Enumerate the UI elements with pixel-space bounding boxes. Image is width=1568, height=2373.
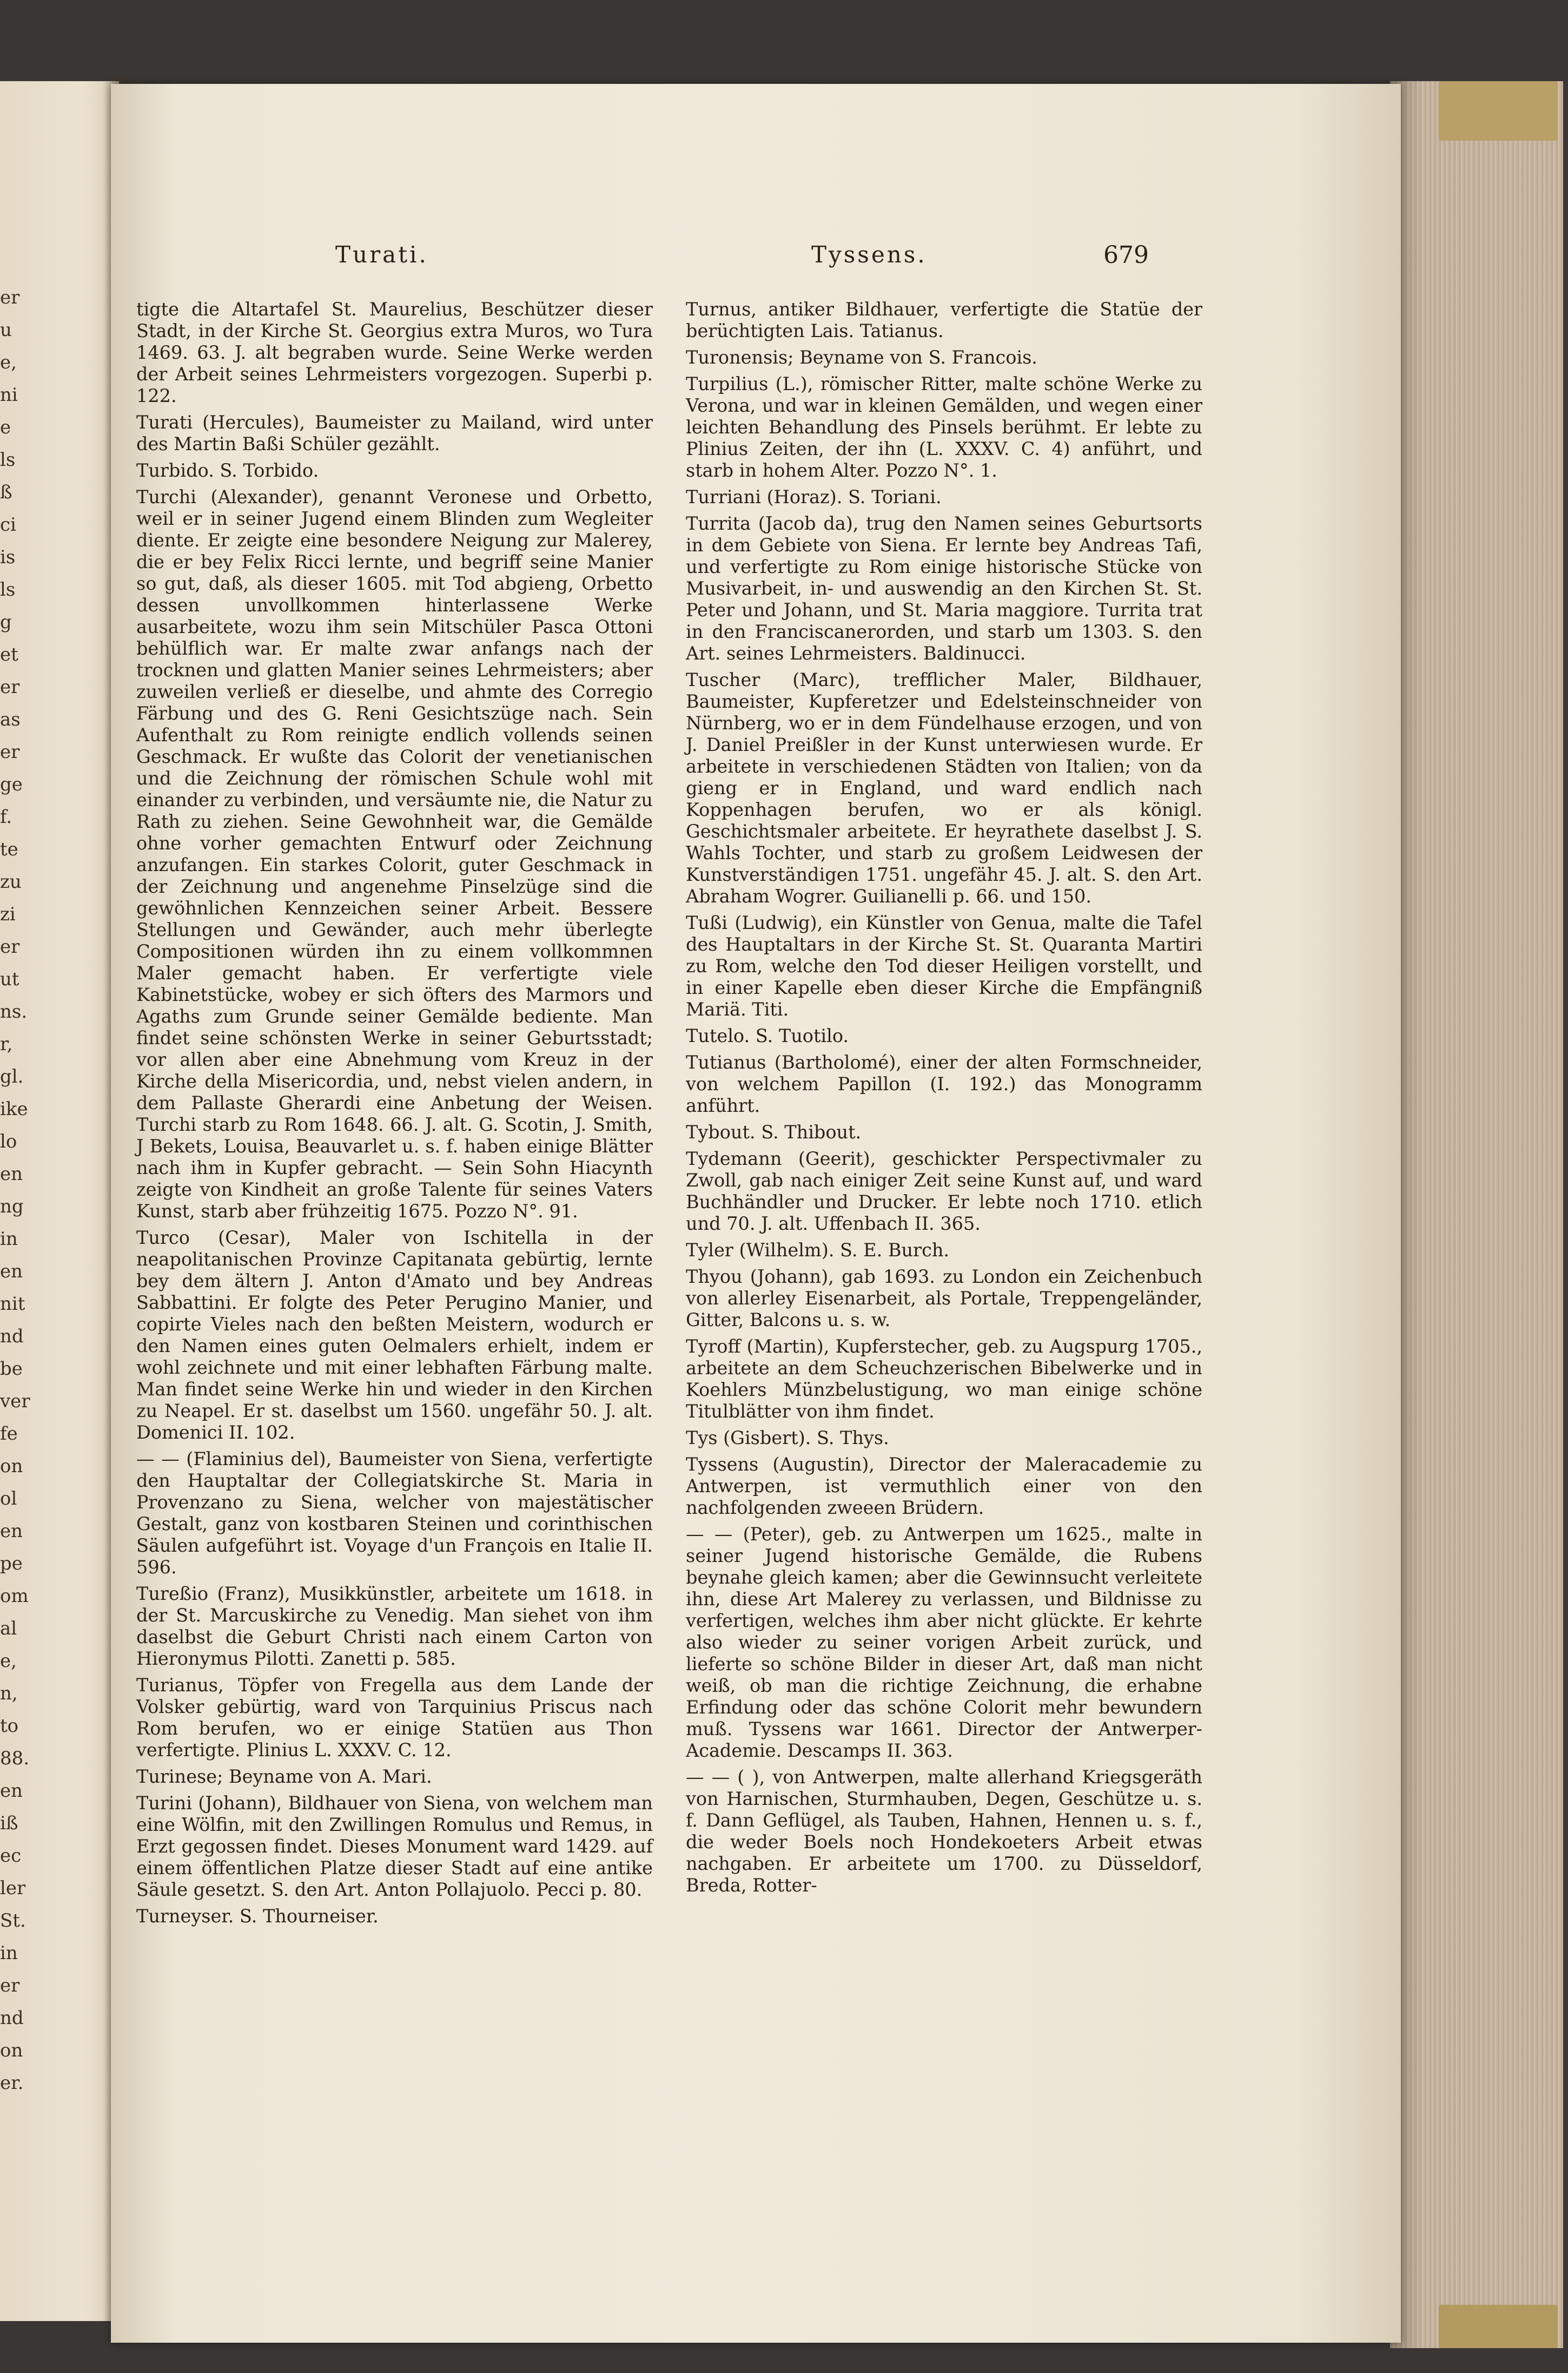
margin-fragment: en	[0, 1780, 23, 1802]
dictionary-entry: Turini (Johann), Bildhauer von Siena, von welchem man eine Wölfin, mit den Zwillingen Romulus und Remus, in Erzt gegossen findet. Dieses Monument ward 1429. auf einem öffentlichen Platze dieser Stadt auf eine antike Säule gesetzt. S. den Art. Anton Pollajuolo. Pecci p. 80.	[136, 1792, 653, 1900]
left-page-margin-text	[0, 281, 30, 2175]
margin-fragment: e,	[0, 1650, 17, 1672]
dictionary-entry: Tydemann (Geerit), geschickter Perspectivmaler zu Zwoll, gab nach einiger Zeit seine Kunst auf, und ward Buchhändler und Drucker. Er lebte noch 1710. etlich und 70. J. alt. Uffenbach II. 365.	[686, 1148, 1202, 1234]
margin-fragment: er	[0, 741, 20, 763]
running-head-left: Turati.	[335, 241, 428, 268]
margin-fragment: pe	[0, 1553, 23, 1574]
margin-fragment: St.	[0, 1910, 26, 1932]
margin-fragment: nd	[0, 1326, 24, 1347]
dictionary-entry: Tyssens (Augustin), Director der Maleracademie zu Antwerpen, ist vermuthlich einer von den nachfolgenden zweeen Brüdern.	[686, 1454, 1202, 1518]
margin-fragment: on	[0, 1455, 23, 1477]
margin-fragment: al	[0, 1618, 17, 1639]
margin-fragment: te	[0, 839, 18, 860]
margin-fragment: ol	[0, 1488, 17, 1510]
margin-fragment: er	[0, 936, 20, 958]
margin-fragment: en	[0, 1261, 23, 1282]
dictionary-entry: Turonensis; Beyname von S. Francois.	[686, 347, 1037, 368]
running-head-right: Tyssens.	[811, 241, 927, 268]
margin-fragment: er	[0, 1975, 20, 1996]
dictionary-entry: Turinese; Beyname von A. Mari.	[136, 1766, 432, 1787]
margin-fragment: ge	[0, 774, 23, 795]
margin-fragment: ni	[0, 384, 18, 406]
page-number: 679	[1103, 241, 1149, 269]
binding-corner-top	[1439, 81, 1558, 141]
dictionary-entry: Tuscher (Marc), trefflicher Maler, Bildhauer, Baumeister, Kupferetzer und Edelsteinschneider von Nürnberg, wo er in dem Fündelhause erzogen, und von J. Daniel Preißler in der Kunst unterwiesen wurde. Er arbeitete in verschiedenen Städten von Italien; von da gieng er in England, und ward endlich nach Koppenhagen berufen, wo er als königl. Geschichtsmaler arbeitete. Er heyrathete daselbst J. S. Wahls Tochter, und starb zu großem Leidwesen der Kunstverständigen 1751. ungefähr 45. J. alt. S. den Art. Abraham Wogrer. Guilianelli p. 66. und 150.	[686, 669, 1202, 907]
margin-fragment: is	[0, 546, 16, 568]
margin-fragment: gl.	[0, 1066, 24, 1087]
dictionary-entry: Turriani (Horaz). S. Toriani.	[686, 486, 942, 507]
margin-fragment: lo	[0, 1131, 17, 1152]
margin-fragment: ike	[0, 1098, 28, 1120]
binding-corner-bottom	[1439, 2305, 1558, 2348]
margin-fragment: om	[0, 1585, 29, 1607]
dictionary-entry: Tys (Gisbert). S. Thys.	[686, 1427, 889, 1448]
margin-fragment: in	[0, 1942, 18, 1964]
margin-fragment: iß	[0, 1812, 18, 1834]
dictionary-entry: — — ( ), von Antwerpen, malte allerhand Kriegsgeräth von Harnischen, Sturmhauben, Degen, Geschütze u. s. f. Dann Geflügel, als Tauben, Hahnen, Hennen u. s. f., die weder Boels noch Hondekoeters Arbeit etwas nachgaben. Er arbeitete um 1700. zu Düsseldorf, Breda, Rotter-	[686, 1766, 1202, 1896]
left-column	[136, 299, 653, 1932]
margin-fragment: er	[0, 676, 20, 698]
margin-fragment: ns.	[0, 1001, 28, 1023]
dictionary-entry: — — (Flaminius del), Baumeister von Siena, verfertigte den Hauptaltar der Collegiatskirche St. Maria in Provenzano zu Siena, welcher von majestätischer Gestalt, ganz von kostbaren Steinen und corinthischen Säulen aufgeführt ist. Voyage d'un François en Italie II. 596.	[136, 1448, 653, 1578]
margin-fragment: e,	[0, 352, 17, 373]
margin-fragment: fe	[0, 1423, 18, 1445]
dictionary-entry: Tutelo. S. Tuotilo.	[686, 1025, 849, 1046]
margin-fragment: e	[0, 417, 11, 438]
dictionary-entry: Tutianus (Bartholomé), einer der alten Formschneider, von welchem Papillon (I. 192.) das Monogramm anführt.	[686, 1052, 1202, 1116]
margin-fragment: as	[0, 709, 21, 730]
right-column	[686, 299, 1202, 1901]
margin-fragment: in	[0, 1228, 18, 1250]
margin-fragment: ci	[0, 514, 16, 536]
margin-fragment: 88.	[0, 1748, 30, 1769]
dictionary-entry: — — (Peter), geb. zu Antwerpen um 1625., malte in seiner Jugend historische Gemälde, die Rubens beynahe gleich kamen; aber die Gewinnsucht verleitete ihn, diese Art Malerey zu verlassen, und Bildnisse zu verfertigen, welches ihm aber nicht glückte. Er kehrte also wieder zu seiner vorigen Arbeit zurück, und lieferte so schöne Bilder in dieser Art, daß man nicht weiß, ob man die richtige Zeichnung, die erhabne Erfindung oder das schöne Colorit mehr bewundern muß. Tyssens war 1661. Director der Antwerper-Academie. Descamps II. 363.	[686, 1524, 1202, 1761]
margin-fragment: zu	[0, 871, 22, 893]
margin-fragment: ec	[0, 1845, 22, 1867]
margin-fragment: zi	[0, 904, 16, 925]
margin-fragment: u	[0, 319, 12, 341]
dictionary-entry: Turpilius (L.), römischer Ritter, malte schöne Werke zu Verona, und war in kleinen Gemälden, und wegen einer leichten Behandlung des Pinsels berühmt. Er lebte zu Plinius Zeiten, der ihn (L. XXXV. C. 4) anführt, und starb in hohem Alter. Pozzo N°. 1.	[686, 373, 1202, 481]
dictionary-entry: Turco (Cesar), Maler von Ischitella in der neapolitanischen Provinze Capitanata gebürtig, lernte bey dem ältern J. Anton d'Amato und bey Andreas Sabbattini. Er folgte des Peter Perugino Manier, und copirte Vieles nach den beßten Meistern, wodurch er den Namen eines guten Oelmalers erhielt, indem er wohl zeichnete und mit einer lebhaften Färbung malte. Man findet seine Werke hin und wieder in den Kirchen zu Neapel. Er st. daselbst um 1560. ungefähr 50. J. alt. Domenici II. 102.	[136, 1227, 653, 1443]
dictionary-entry: Tureßio (Franz), Musikkünstler, arbeitete um 1618. in der St. Marcuskirche zu Venedig. Man siehet von ihm daselbst die Geburt Christi nach einem Carton von Hieronymus Pilotti. Zanetti p. 585.	[136, 1583, 653, 1669]
margin-fragment: r,	[0, 1033, 13, 1055]
margin-fragment: ver	[0, 1390, 30, 1412]
margin-fragment: ng	[0, 1196, 24, 1217]
dictionary-entry: Turnus, antiker Bildhauer, verfertigte die Statüe der berüchtigten Lais. Tatianus.	[686, 299, 1202, 341]
dictionary-entry: Tyroff (Martin), Kupferstecher, geb. zu Augspurg 1705., arbeitete an dem Scheuchzerischen Bibelwerke und in Koehlers Münzbelustigung, wo man einige schöne Titulblätter von ihm findet.	[686, 1336, 1202, 1422]
dictionary-entry: Turati (Hercules), Baumeister zu Mailand, wird unter des Martin Baßi Schüler gezählt.	[136, 412, 653, 454]
margin-fragment: et	[0, 644, 18, 665]
margin-fragment: ß	[0, 482, 12, 503]
dictionary-entry: Thyou (Johann), gab 1693. zu London ein Zeichenbuch von allerley Eisenarbeit, als Portale, Treppengeländer, Gitter, Balcons u. s. w.	[686, 1266, 1202, 1330]
margin-fragment: g	[0, 611, 12, 633]
dictionary-entry: Turchi (Alexander), genannt Veronese und Orbetto, weil er in seiner Jugend einem Blinden zum Wegleiter diente. Er zeigte eine besondere Neigung zur Malerey, die er bey Felix Ricci lernte, und begriff seine Manier so gut, daß, als dieser 1605. mit Tod abgieng, Orbetto dessen unvollkommen hinterlassene Werke ausarbeitete, wozu ihm sein Mitschüler Pasca Ottoni behülflich war. Er malte zwar anfangs nach der trocknen und glatten Manier seines Lehrmeisters; aber zuweilen verließ er dieselbe, und ahmte des Corregio Färbung und des G. Reni Gesichtszüge nach. Sein Aufenthalt zu Rom reinigte endlich vollends seinen Geschmack. Er wußte das Colorit der venetianischen und die Zeichnung der römischen Schule wohl mit einander zu verbinden, und versäumte nie, die Natur zu Rath zu ziehen. Seine Gewohnheit war, die Gemälde ohne vorher gemachten Entwurf oder Zeichnung anzufangen. Ein starkes Colorit, guter Geschmack in der Zeichnung und angenehme Pinselzüge sind die gewöhnlichen Kennzeichen seiner Arbeit. Bessere Stellungen und Gewänder, auch mehr überlegte Compositionen würden ihn zu einem vollkommnen Maler gemacht haben. Er verfertigte viele Kabinetstücke, wobey er sich öfters des Marmors und Agaths zum Grunde seiner Gemälde bediente. Man findet seine schönsten Werke in seiner Geburtsstadt; vor allen aber eine Abnehmung vom Kreuz in der Kirche della Misericordia, und, nebst vielen andern, in dem Pallaste Gherardi eine Anbetung der Weisen. Turchi starb zu Rom 1648. 66. J. alt. G. Scotin, J. Smith, J Bekets, Louisa, Beauvarlet u. s. f. haben einige Blätter nach ihm in Kupfer gebracht. — Sein Sohn Hiacynth zeigte von Kindheit an große Talente für seines Vaters Kunst, starb aber frühzeitig 1675. Pozzo N°. 91.	[136, 486, 653, 1222]
margin-fragment: ls	[0, 579, 16, 601]
margin-fragment: ut	[0, 968, 19, 990]
margin-fragment: n,	[0, 1683, 18, 1704]
dictionary-entry: Tybout. S. Thibout.	[686, 1122, 862, 1143]
margin-fragment: ler	[0, 1877, 26, 1899]
margin-fragment: ls	[0, 449, 16, 471]
margin-fragment: en	[0, 1163, 23, 1185]
margin-fragment: er	[0, 287, 20, 308]
dictionary-entry: Turianus, Töpfer von Fregella aus dem Lande der Volsker gebürtig, ward von Tarquinius Priscus nach Rom berufen, wo er einige Statüen aus Thon verfertigte. Plinius L. XXXV. C. 12.	[136, 1675, 653, 1761]
margin-fragment: to	[0, 1715, 19, 1737]
margin-fragment: en	[0, 1520, 23, 1542]
dictionary-entry: Tußi (Ludwig), ein Künstler von Genua, malte die Tafel des Hauptaltars in der Kirche St. St. Quaranta Martiri zu Rom, welche den Tod dieser Heiligen vorstellt, und in einer Kapelle eben dieser Kirche die Empfängniß Mariä. Titi.	[686, 912, 1202, 1020]
margin-fragment: nit	[0, 1293, 25, 1315]
margin-fragment: f.	[0, 806, 12, 828]
margin-fragment: er.	[0, 2072, 24, 2094]
dictionary-entry: Turbido. S. Torbido.	[136, 460, 319, 481]
margin-fragment: on	[0, 2040, 23, 2061]
dictionary-entry: Turrita (Jacob da), trug den Namen seines Geburtsorts in dem Gebiete von Siena. Er lernte bey Andreas Tafi, und verfertigte zu Rom einige historische Stücke von Musivarbeit, in- und auswendig an den Kirchen St. St. Peter und Johann, und St. Maria maggiore. Turrita trat in den Franciscanerorden, und starb um 1303. S. den Art. seines Lehrmeisters. Baldinucci.	[686, 513, 1202, 664]
margin-fragment: nd	[0, 2007, 24, 2029]
dictionary-entry: Tyler (Wilhelm). S. E. Burch.	[686, 1240, 950, 1261]
margin-fragment: be	[0, 1358, 23, 1380]
dictionary-entry: tigte die Altartafel St. Maurelius, Beschützer dieser Stadt, in der Kirche St. Georgius extra Muros, wo Tura 1469. 63. J. alt begraben wurde. Seine Werke werden der Arbeit seines Lehrmeisters vorgezogen. Superbi p. 122.	[136, 299, 653, 406]
dictionary-entry: Turneyser. S. Thourneiser.	[136, 1906, 379, 1927]
